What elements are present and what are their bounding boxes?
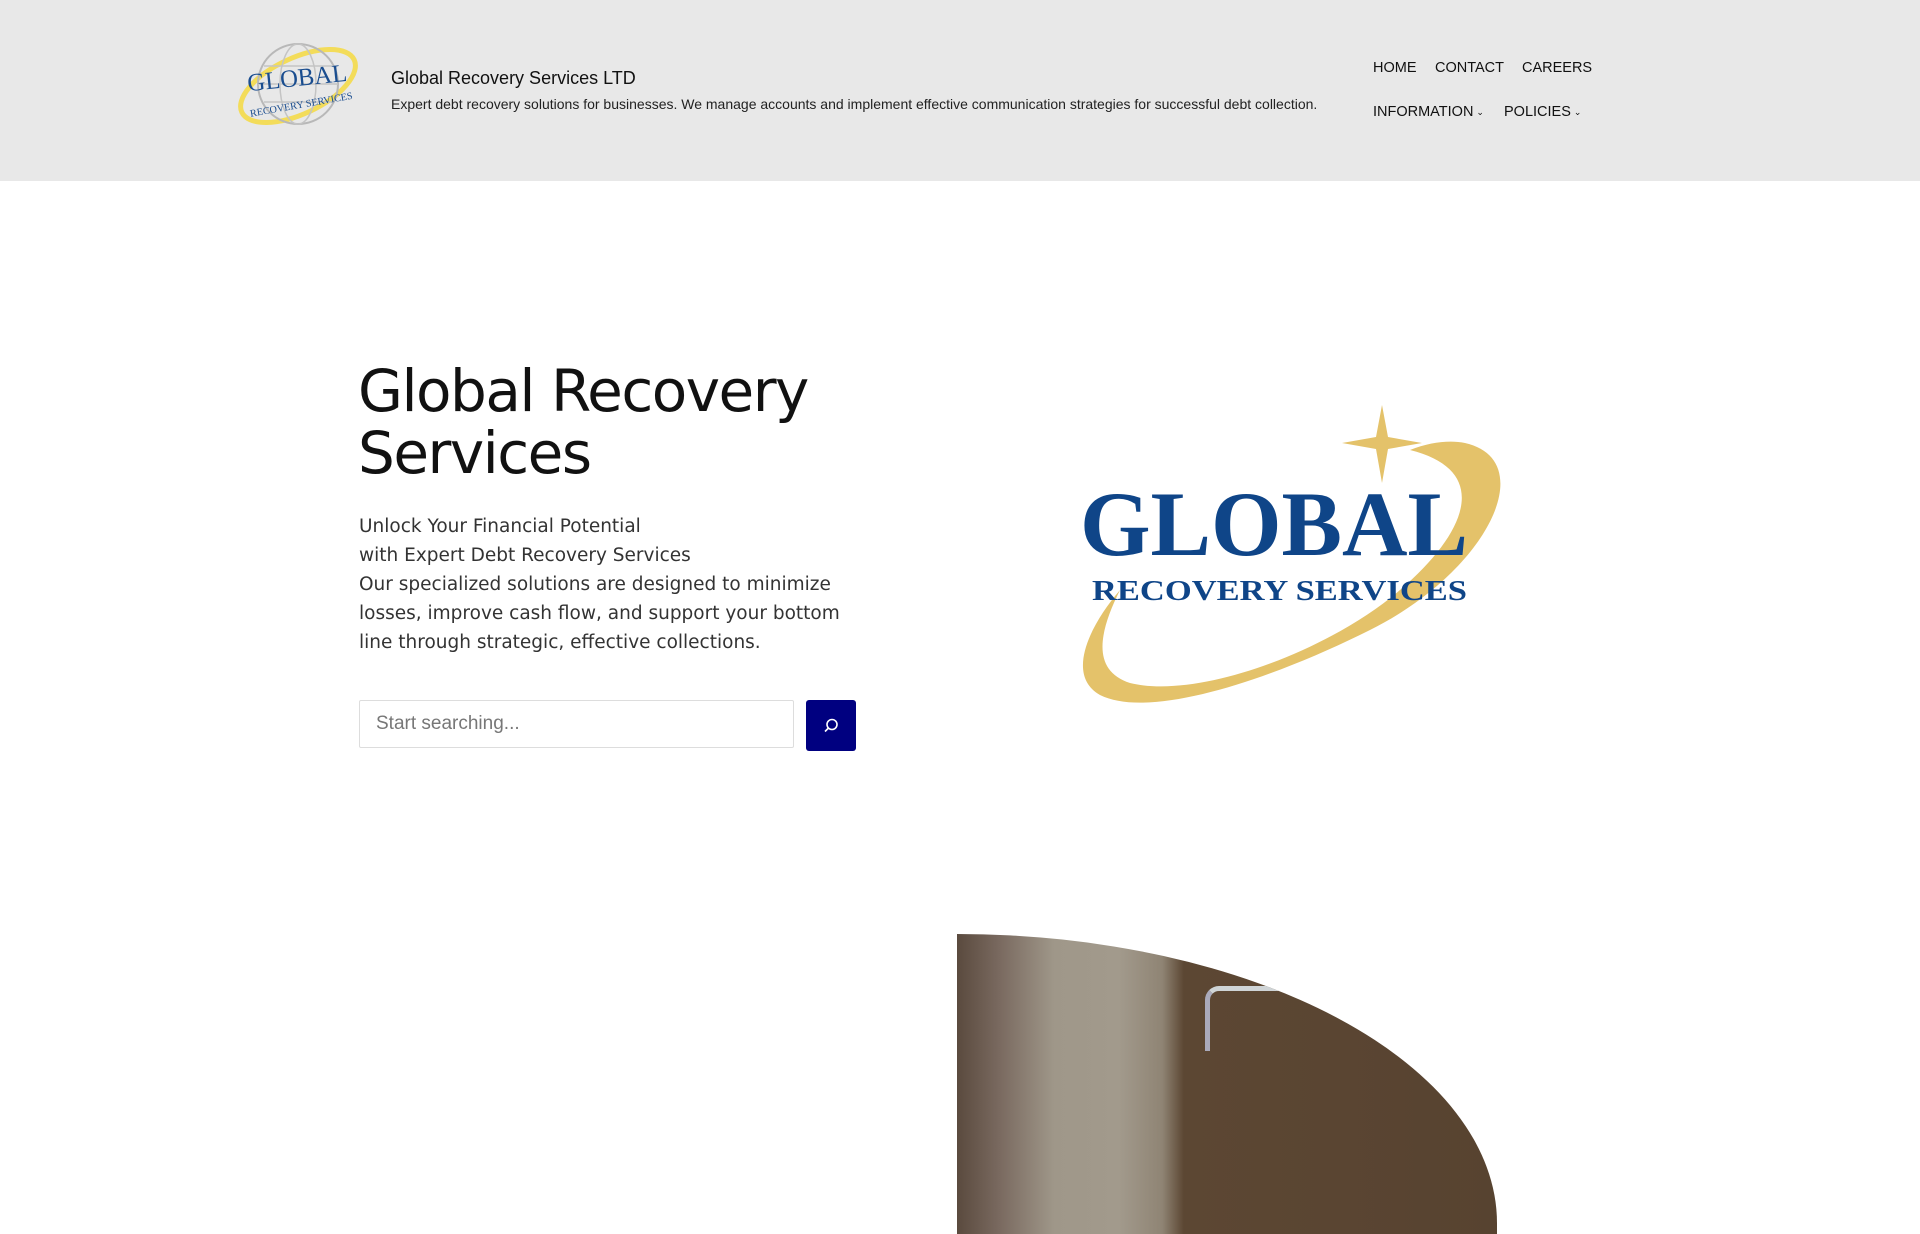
search-input[interactable] (359, 700, 794, 748)
hero-description (359, 512, 859, 657)
hero-logo (1070, 400, 1520, 720)
nav-policies-label: POLICIES (1504, 104, 1571, 120)
site-header (0, 0, 1920, 181)
nav-home[interactable]: HOME (1373, 60, 1417, 76)
hero-title: Global Recovery Services (358, 357, 808, 487)
hero-line-2: with Expert Debt Recovery Services (359, 545, 691, 566)
svg-text:RECOVERY SERVICES: RECOVERY SERVICES (249, 91, 352, 120)
search-icon (822, 717, 840, 735)
feature-photo (957, 934, 1497, 1234)
hero-line-1: Unlock Your Financial Potential (359, 516, 641, 537)
site-title-link[interactable]: Global Recovery Services LTD (391, 68, 636, 88)
phone-image-detail (1205, 986, 1290, 1051)
site-logo[interactable] (232, 40, 364, 132)
hero-line-3: Our specialized solutions are designed to minimize losses, improve cash flow, and support your bottom line through strategic, effective collections. (359, 574, 840, 653)
nav-policies[interactable] (1504, 104, 1581, 120)
chevron-down-icon: ⌄ (1573, 107, 1582, 117)
chevron-down-icon: ⌄ (1476, 107, 1484, 117)
nav-information-label: INFORMATION (1373, 104, 1474, 120)
nav-contact[interactable]: CONTACT (1435, 60, 1505, 76)
site-tagline: Expert debt recovery solutions for businesses. We manage accounts and implement effective communication strategies for successful debt collection. (391, 96, 1318, 112)
nav-careers[interactable]: CAREERS (1522, 60, 1593, 76)
search-button[interactable] (806, 700, 856, 751)
hero-logo-sub: RECOVERY SERVICES (1092, 575, 1467, 607)
svg-text:GLOBAL: GLOBAL (246, 59, 350, 98)
nav-information[interactable] (1373, 104, 1484, 120)
hero-logo-word: GLOBAL (1080, 473, 1468, 575)
